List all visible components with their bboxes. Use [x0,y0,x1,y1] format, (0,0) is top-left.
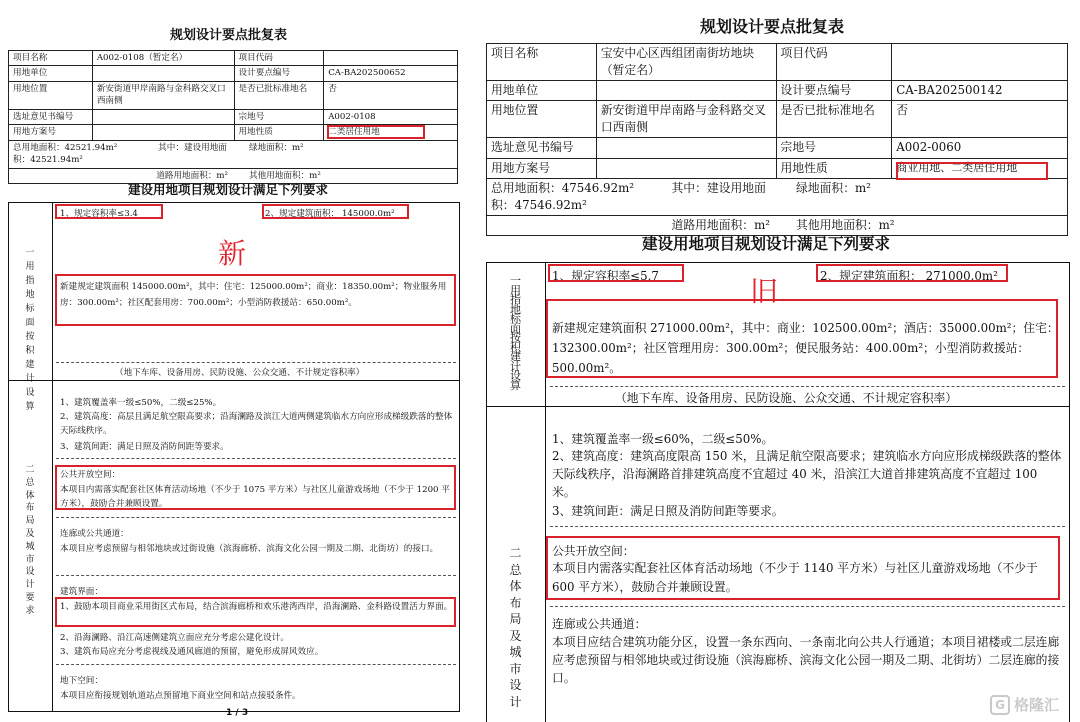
table-row [9,109,458,124]
right-req-title: 建设用地项目规划设计满足下列要求 [642,234,891,253]
divider [56,458,456,459]
cell: 新安街道甲岸南路与金科路交叉口西南侧 [596,101,776,138]
table-row [487,138,1068,158]
green-area: 绿地面积：m² [234,140,457,168]
left-public-title: 公共开放空间： [60,470,121,480]
divider [56,664,456,665]
cell [596,81,776,101]
left-height: 2、建筑高度：高层且满足航空限高要求；沿海澜路及滨江大道两侧建筑临水方向应形成梯级跌落的整体天际线秩序。 [60,412,453,436]
other-area: 其他用地面积：m² [776,215,1067,235]
cell: 项目代码 [234,51,324,66]
divider [486,406,1070,407]
watermark-text: 格隆汇 [1014,696,1060,714]
green-area: 绿地面积：m² [776,178,1067,215]
right-height: 2、建筑高度：建筑高度限高 150 米，且满足航空限高要求；建筑临水方向应形成梯级跌落的整体天际线秩序，沿海澜路首排建筑高度不宜超过 40 米，沿滨江大道首排建筑高度不宜超过 100 米。 [552,449,1062,499]
right-note: （地下车库、设备用房、民防设施、公众交通、不计规定容积率） [615,391,958,405]
left-underground-title: 地下空间： [60,676,103,686]
cell: 项目名称 [487,44,597,81]
right-info-table [486,43,1068,236]
cell [92,66,234,81]
left-facade-1: 1、鼓励本项目商业采用街区式布局，结合滨海廊桥和欢乐港湾西岸，沿海澜路、金科路设置活力界面。 [60,602,453,612]
divider [550,606,1065,607]
cell: 用地方案号 [9,125,93,140]
cell: 是否已批标准地名 [234,81,324,109]
table-row [487,81,1068,101]
cell: 选址意见书编号 [9,109,93,124]
watermark [990,694,1059,715]
cell: 用地方案号 [487,158,597,178]
divider [550,386,1065,387]
left-document [0,0,470,722]
left-underground-text: 本项目应衔接规划轨道站点预留地下商业空间和站点接驳条件。 [60,691,301,701]
road-area: 道路用地面积：m² [487,215,777,235]
left-info-table [8,50,458,184]
cell: CA-BA202500652 [324,66,458,81]
table-row [487,158,1068,178]
cell: 用地位置 [487,101,597,138]
right-corridor-title: 连廊或公共通道： [552,617,647,631]
table-row [9,51,458,66]
table-row [487,101,1068,138]
left-coverage: 1、建筑覆盖率一级≤50%，二级≤25%。 [60,398,222,408]
cell [9,140,235,168]
left-facade-3: 3、建筑布局应充分考虑视线及通风廊道的预留，避免形成屏风效应。 [60,647,324,657]
right-public-text: 本项目内需落实配套社区体育活动场地（不少于 1140 平方米）与社区儿童游戏场地（不少于 600 平方米），鼓励合并兼顾设置。 [552,561,1038,594]
table-row [9,66,458,81]
cell: A002-0060 [892,138,1068,158]
left-corridor-text: 本项目应考虑预留与相邻地块或过街设施（滨海廊桥、滨海文化公园一期及二期、北街坊）的接口。 [60,544,439,554]
divider [8,380,460,381]
cell: 商业用地、二类居住用地 [892,158,1068,178]
right-document [480,0,1080,722]
left-section-label-1: 一 用 指 地 标 面 按 积 建 计 设 算 [25,248,35,412]
cell: 是否已批标准地名 [776,101,892,138]
cell: 宗地号 [234,109,324,124]
build-area: 其中：建设用地面积：47546.92m² [491,180,766,212]
right-spacing: 3、建筑间距：满足日照及消防间距等要求。 [552,504,784,518]
cell: 否 [892,101,1068,138]
cell: A002-0108 [324,109,458,124]
cell: 用地单位 [487,81,597,101]
cell: 用地性质 [234,125,324,140]
right-far: 1、规定容积率≤5.7 [552,269,659,283]
right-section-label-1: 一 用 指 地 标 面 按 积 建 计 设 算 [510,274,521,392]
other-area: 其他用地面积：m² [234,168,457,183]
divider [52,202,53,712]
left-far: 1、规定容积率≤3.4 [60,209,138,219]
cell: 宗地号 [776,138,892,158]
right-section-label-2: 二 总 体 布 局 及 城 市 设 计 [509,546,522,709]
divider [56,517,456,518]
cell: A002-0108（暂定名） [92,51,234,66]
page-indicator: 1 / 3 [226,708,249,718]
right-coverage: 1、建筑覆盖率一级≤60%，二级≤50%。 [552,432,774,446]
watermark-logo-icon: G [990,695,1010,715]
right-gfa: 2、规定建筑面积： 271000.0m² [820,269,998,283]
cell: 设计要点编号 [776,81,892,101]
divider [56,362,456,363]
left-spacing: 3、建筑间距：满足日照及消防间距等要求。 [60,442,229,452]
cell: 选址意见书编号 [487,138,597,158]
cell: 项目代码 [776,44,892,81]
cell: 否 [324,81,458,109]
cell [892,44,1068,81]
left-new-build: 新建规定建筑面积 145000.00m²，其中：住宅：125000.00m²；商业：18350.00m²；物业服务用房：300.00m²；社区配套用房：700.00m²；小型消防救援站：650.00m²。 [60,282,447,308]
total-area: 总用地面积：47546.92m² [491,180,634,195]
left-facade-2: 2、沿海澜路、沿江高速侧建筑立面应充分考虑公建化设计。 [60,633,289,643]
table-row [9,140,458,168]
divider [56,575,456,576]
left-title: 规划设计要点批复表 [170,28,288,43]
road-area: 道路用地面积：m² [9,168,235,183]
right-public-title: 公共开放空间： [552,544,635,558]
table-row [9,125,458,140]
right-title: 规划设计要点批复表 [700,17,845,36]
cell: 用地性质 [776,158,892,178]
cell [92,109,234,124]
cell: 二类居住用地 [324,125,458,140]
old-stamp: 旧 [750,275,779,308]
left-facade-title: 建筑界面： [60,587,103,597]
left-gfa: 2、规定建筑面积： 145000.0m² [265,209,395,219]
left-public-text: 本项目内需落实配套社区体育活动场地（不少于 1075 平方米）与社区儿童游戏场地（不少于 1200 平方米），鼓励合并兼顾设置。 [60,485,450,509]
cell: 设计要点编号 [234,66,324,81]
left-corridor-title: 连廊或公共通道： [60,529,129,539]
right-new-build: 新建规定建筑面积 271000.00m²，其中：商业：102500.00m²；酒店：35000.00m²；住宅：132300.00m²；社区管理用房：300.00m²；便民服务站：400.00m²；小型消防救援站：500.00m²。 [552,321,1059,375]
cell: 新安街道甲岸南路与金科路交叉口西南侧 [92,81,234,109]
cell [324,51,458,66]
divider [550,526,1065,527]
table-row [9,81,458,109]
cell: 用地单位 [9,66,93,81]
right-corridor-text: 本项目应结合建筑功能分区，设置一条东西向、一条南北向公共人行通道；本项目裙楼或二层连廊应考虑预留与相邻地块或过街设施（滨海廊桥、滨海文化公园一期及二期、北街坊）二层连廊的接口。 [552,635,1060,685]
left-section-label-2: 二 总 体 布 局 及 城 市 设 计 要 求 [25,465,35,616]
cell: 项目名称 [9,51,93,66]
table-row [487,178,1068,215]
cell [596,138,776,158]
build-area: 其中：建设用地面积：42521.94m² [13,142,227,166]
total-area: 总用地面积：42521.94m² [13,142,118,153]
table-row [487,44,1068,81]
left-note: （地下车库、设备用房、民防设施、公众交通、不计规定容积率） [115,368,365,378]
cell [92,125,234,140]
cell [596,158,776,178]
cell [487,178,777,215]
cell: 宝安中心区西组团南街坊地块（暂定名） [596,44,776,81]
left-req-title: 建设用地项目规划设计满足下列要求 [128,182,329,197]
cell: 用地位置 [9,81,93,109]
cell: CA-BA202500142 [892,81,1068,101]
new-stamp: 新 [218,237,247,270]
divider [545,262,546,722]
